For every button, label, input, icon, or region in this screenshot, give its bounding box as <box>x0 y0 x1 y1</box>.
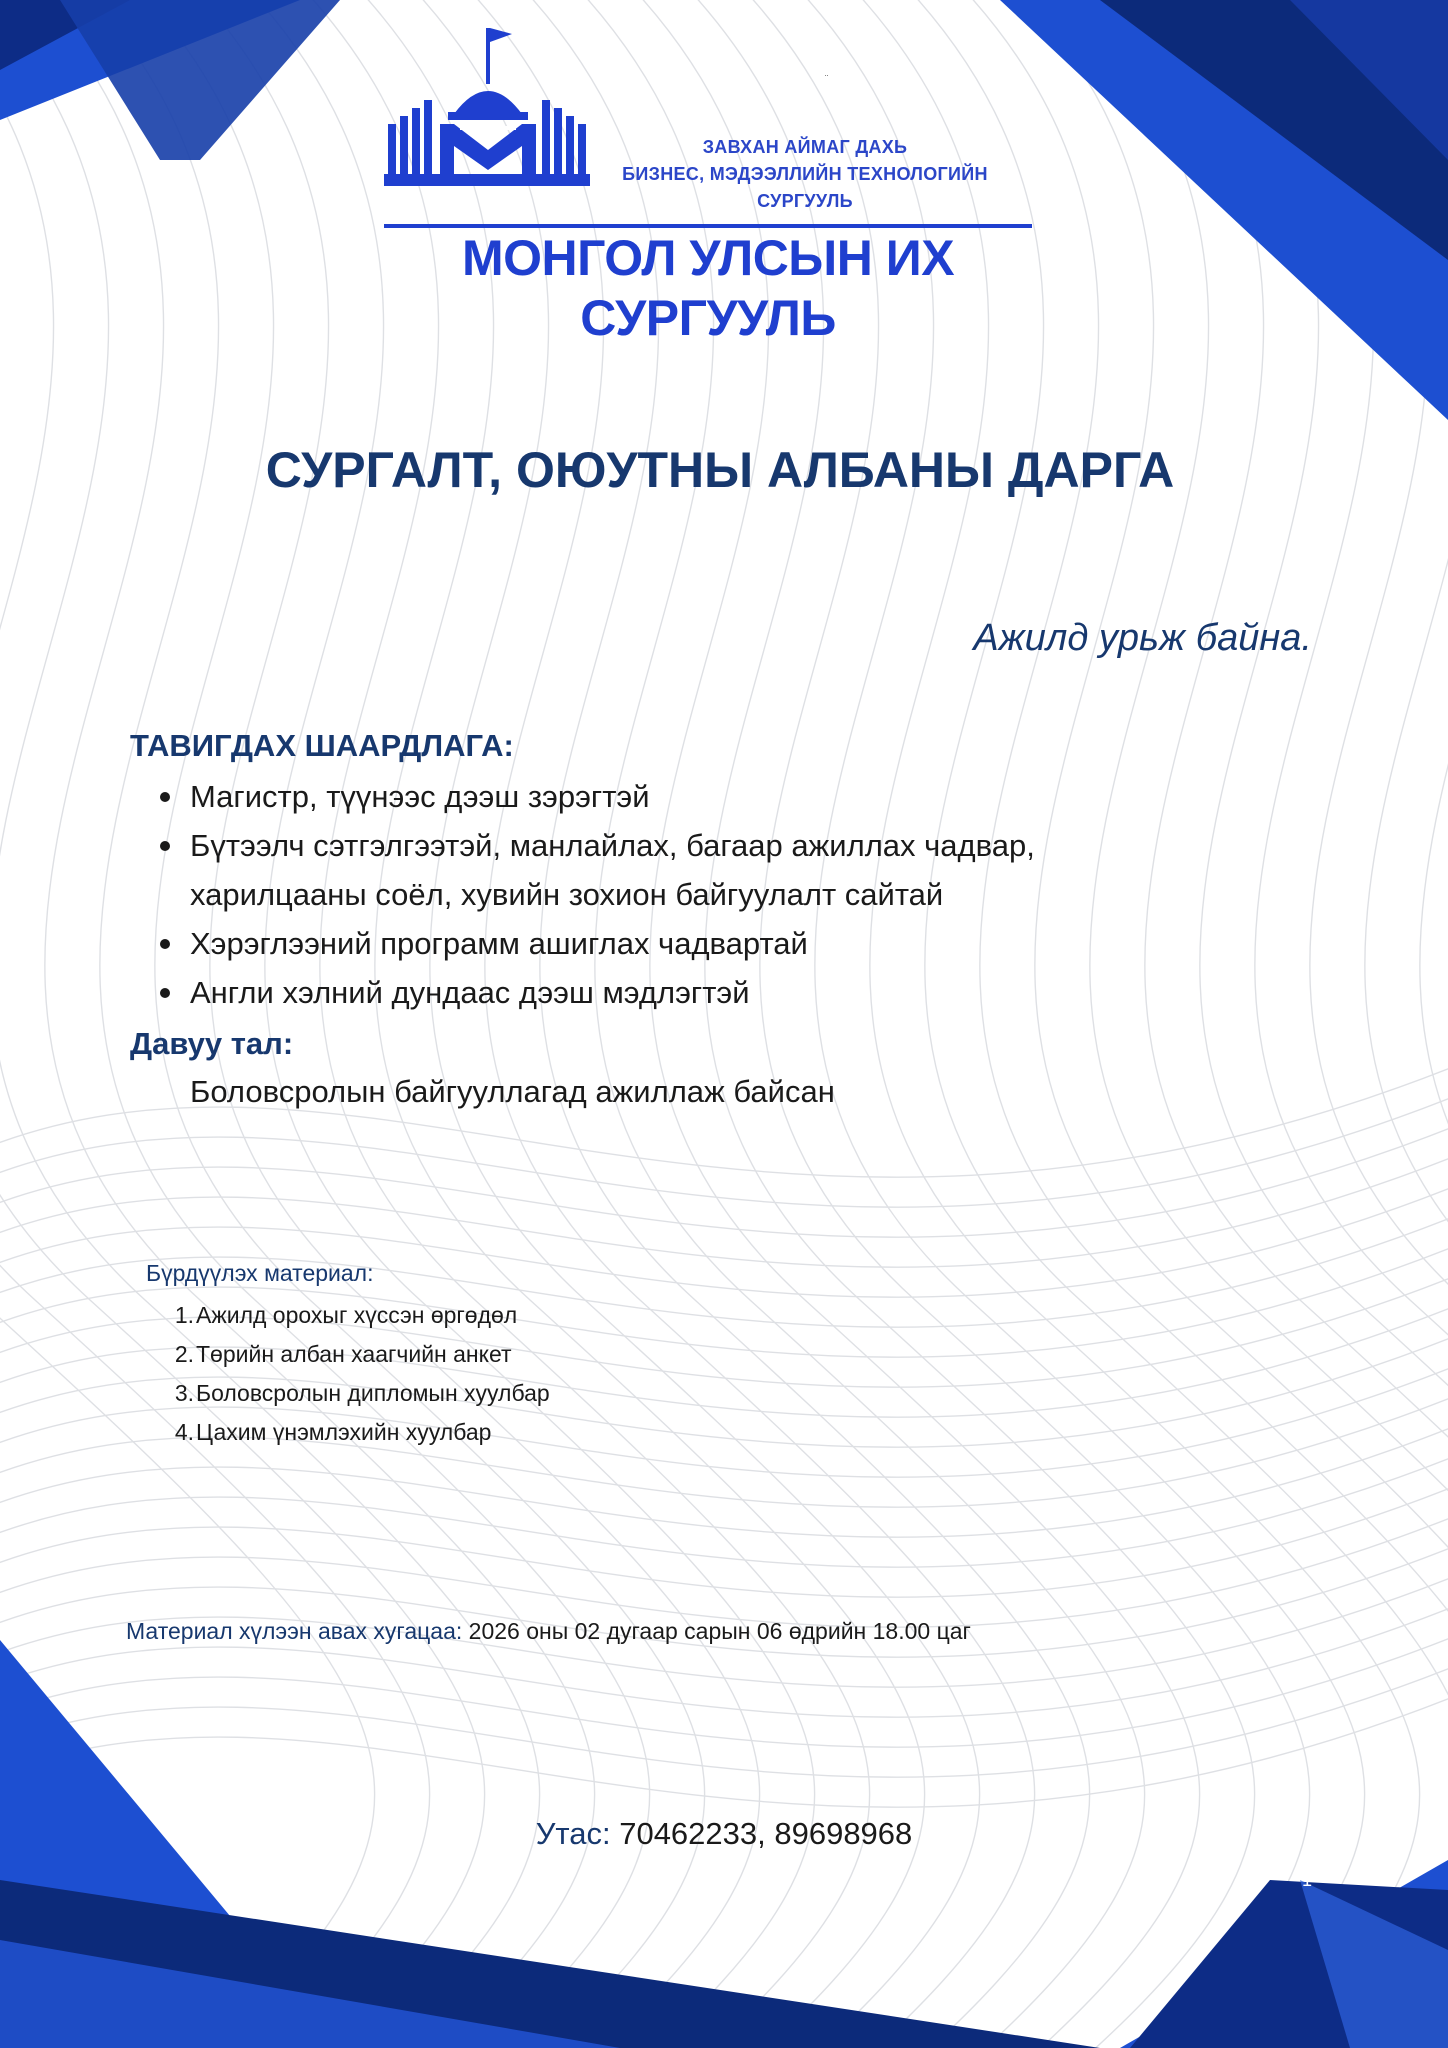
bullet-icon <box>160 939 170 949</box>
bullet-icon <box>160 792 170 802</box>
logo-subtitle-line: СУРГУУЛЬ <box>757 191 853 211</box>
list-item-text: Боловсролын дипломын хуулбар <box>196 1380 550 1406</box>
requirements-list <box>190 772 1290 1017</box>
list-item-text: Магистр, түүнээс дээш зэрэгтэй <box>190 779 650 814</box>
list-item <box>190 821 1290 870</box>
requirements-heading: ТАВИГДАХ ШААРДЛАГА: <box>130 728 514 763</box>
advantage-heading: Давуу тал: <box>130 1026 294 1061</box>
hiring-tagline: Ажилд урьж байна. <box>973 617 1312 659</box>
deadline-value: 2026 оны 02 дугаар сарын 06 өдрийн 18.00 цаг <box>462 1618 971 1644</box>
list-item <box>190 772 1290 821</box>
logo-subtitle-line: БИЗНЕС, МЭДЭЭЛЛИЙН ТЕХНОЛОГИЙН <box>622 164 988 184</box>
materials-heading: Бүрдүүлэх материал: <box>146 1260 374 1286</box>
deadline <box>126 1616 971 1646</box>
list-item <box>166 1296 1066 1335</box>
list-item <box>166 1335 1066 1374</box>
page-title: СУРГАЛТ, ОЮУТНЫ АЛБАНЫ ДАРГА <box>265 442 1175 498</box>
list-item <box>166 1413 1066 1452</box>
bullet-icon <box>160 988 170 998</box>
phone-label: Утас: <box>535 1816 611 1851</box>
list-item <box>190 968 1290 1017</box>
list-item-text: харилцааны соёл, хувийн зохион байгуулалт сайтай <box>190 877 944 912</box>
list-item-text: Бүтээлч сэтгэлгээтэй, манлайлах, багаар ажиллах чадвар, <box>190 828 1035 863</box>
university-building-icon <box>384 24 590 214</box>
materials-list <box>166 1296 1066 1452</box>
list-number: 2. <box>174 1341 194 1367</box>
list-number: 1. <box>174 1302 194 1328</box>
list-item <box>190 919 1290 968</box>
page-number: 1 <box>1302 1870 1313 1890</box>
phone-value: 70462233, 89698968 <box>610 1816 913 1851</box>
list-number: 3. <box>174 1380 194 1406</box>
deadline-label: Материал хүлээн авах хугацаа: <box>126 1618 463 1644</box>
tiny-mark: ¨ <box>825 74 829 85</box>
list-item <box>166 1374 1066 1413</box>
bullet-icon <box>160 841 170 851</box>
advantage-text: Боловсролын байгууллагад ажиллаж байсан <box>190 1074 835 1109</box>
phone <box>0 1814 1448 1854</box>
logo-subtitle-line: ЗАВХАН АЙМАГ ДАХЬ <box>702 137 908 157</box>
logo-subtitle <box>594 134 1016 215</box>
list-item-continuation <box>190 870 1290 919</box>
list-number: 4. <box>174 1419 194 1445</box>
logo-university-name: МОНГОЛ УЛСЫН ИХ СУРГУУЛЬ <box>461 230 955 346</box>
list-item-text: Төрийн албан хаагчийн анкет <box>196 1341 512 1367</box>
list-item-text: Англи хэлний дундаас дээш мэдлэгтэй <box>190 975 750 1010</box>
list-item-text: Хэрэглээний программ ашиглах чадвартай <box>190 926 808 961</box>
list-item-text: Цахим үнэмлэхийн хуулбар <box>196 1419 492 1445</box>
list-item-text: Ажилд орохыг хүссэн өргөдөл <box>196 1302 518 1328</box>
corner-shape-top-left-band <box>60 0 340 160</box>
